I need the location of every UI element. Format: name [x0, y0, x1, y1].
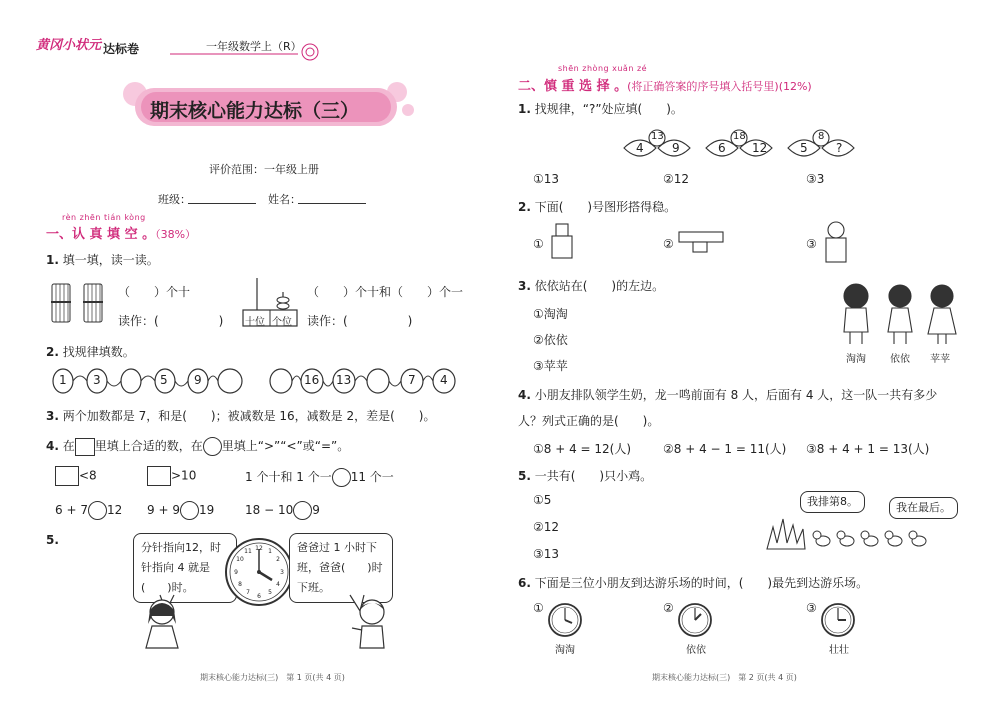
- r5-text: 一共有( )只小鸡。: [534, 469, 653, 483]
- three-kids: [838, 282, 968, 346]
- q4-r2c2-text: 9: [312, 503, 320, 517]
- seq2-a: 16: [304, 373, 320, 387]
- r6-number: 6.: [518, 576, 531, 590]
- r6-opt3[interactable]: ③: [806, 601, 817, 615]
- r1-opt1[interactable]: ①13: [533, 172, 560, 186]
- stack-shape-1: [548, 222, 578, 260]
- kid-label-3: 苹苹: [930, 354, 950, 365]
- r3-opt2[interactable]: ②依依: [533, 333, 568, 347]
- class-label: 班级：: [158, 193, 191, 206]
- q4-circle-sample: [203, 437, 222, 456]
- r4-prompt: [518, 386, 937, 403]
- eval-scope: 评价范围：一年级上册: [209, 163, 319, 176]
- r2-opt2[interactable]: ②: [663, 237, 674, 251]
- brand-logo: 黄冈小状元: [36, 38, 102, 53]
- clock-icon-1: [547, 602, 583, 638]
- q1-blank-ten[interactable]: （ ）个十: [118, 285, 191, 299]
- q4-r2c-circle[interactable]: [293, 501, 312, 520]
- seq2-c: 7: [408, 373, 416, 387]
- r2-opt3[interactable]: ③: [806, 237, 817, 251]
- header-swirl: [170, 44, 330, 64]
- kid-label-2: 依依: [890, 354, 910, 365]
- q4-r1c-circle[interactable]: [332, 468, 351, 487]
- page-title: 期末核心能力达标（三）: [150, 100, 360, 122]
- svg-text:11: 11: [244, 548, 252, 555]
- q5-number: 5.: [46, 533, 59, 547]
- svg-text:7: 7: [246, 589, 250, 596]
- name-label: 姓名：: [268, 193, 301, 206]
- grade-tag: 一年级数学上（R）: [206, 40, 302, 53]
- boy-figure: [352, 598, 392, 650]
- q4-r2a: [55, 501, 122, 520]
- r1-g3-top: 8: [818, 131, 825, 142]
- r1-g3-left: 5: [800, 141, 808, 155]
- q3-text: 两个加数都是 7，和是( )；被减数是 16，减数是 2，差是( )。: [62, 409, 436, 423]
- q4-r1b-box[interactable]: [147, 466, 171, 486]
- stack-shape-2: [677, 230, 727, 254]
- girl-figure: [142, 598, 182, 650]
- svg-text:1: 1: [268, 548, 272, 555]
- r3-opt3[interactable]: ③苹苹: [533, 359, 568, 373]
- r4-text2: 人？列式正确的是( )。: [518, 414, 660, 428]
- q4-r2b: [147, 501, 214, 520]
- r6-opt2[interactable]: ②: [663, 601, 674, 615]
- r5-bubble1: 我排第8。: [800, 491, 865, 513]
- q4-r2b2-text: 19: [198, 503, 215, 517]
- svg-text:10: 10: [236, 556, 244, 563]
- r1-number: 1.: [518, 102, 531, 116]
- q4-prompt: [46, 437, 349, 456]
- q1-blank-ten-one[interactable]: （ ）个十和（ ）个一: [307, 285, 464, 299]
- seq1-d: 9: [194, 373, 202, 387]
- r1-g2-right: 12: [752, 141, 768, 155]
- q1-prompt: [46, 251, 159, 268]
- clock-icon-2: [677, 602, 713, 638]
- q5-bubble-girl: 分针指向12，时针指向 4 就是( )时。: [133, 533, 237, 603]
- r2-opt1[interactable]: ①: [533, 237, 544, 251]
- r1-g1-left: 4: [636, 141, 644, 155]
- r2-text: 下面( )号图形搭得稳。: [534, 200, 677, 214]
- r1-g2-top: 18: [733, 131, 746, 142]
- r4-number: 4.: [518, 388, 531, 402]
- r4-opt2[interactable]: ②8 + 4 − 1 = 11(人): [663, 442, 787, 456]
- clock-icon: [224, 537, 294, 607]
- abacus-tens-label: 十位: [245, 317, 265, 328]
- sequence-chain-1: [50, 366, 250, 396]
- r4-opt1[interactable]: ①8 + 4 = 12(人): [533, 442, 632, 456]
- grass-and-chicks: [765, 513, 945, 553]
- q4-r1a-text: <8: [79, 468, 97, 483]
- r5-bubble2: 我在最后。: [889, 497, 958, 519]
- kid-label-1: 淘淘: [846, 354, 866, 365]
- q4-r1a-box[interactable]: [55, 466, 79, 486]
- svg-text:3: 3: [280, 569, 284, 576]
- svg-text:5: 5: [268, 589, 272, 596]
- seq2-d: 4: [440, 373, 448, 387]
- q4-text-b: 里填上合适的数，在: [94, 439, 203, 453]
- q1-read2[interactable]: 读作：( ): [307, 314, 413, 328]
- q4-r2c: [245, 501, 320, 520]
- q4-r2b-circle[interactable]: [180, 501, 199, 520]
- section1-title: [46, 223, 196, 242]
- stick-bundles: [50, 282, 110, 324]
- q1-read1[interactable]: 读作：( ): [118, 314, 224, 328]
- svg-text:2: 2: [276, 556, 280, 563]
- r1-g1-top: 13: [651, 131, 664, 142]
- q4-r1a: [55, 466, 97, 486]
- svg-text:6: 6: [257, 593, 261, 600]
- footer-right: 期末核心能力达标(三) 第 2 页(共 4 页): [652, 673, 797, 682]
- q4-r1b: [147, 466, 196, 486]
- q2-prompt: [46, 343, 135, 360]
- r5-number: 5.: [518, 469, 531, 483]
- r3-text: 依依站在( )的左边。: [534, 279, 665, 293]
- abacus-ones-label: 个位: [272, 317, 292, 328]
- r2-number: 2.: [518, 200, 531, 214]
- r3-prompt: [518, 277, 664, 294]
- section1-title-text: 一、认 真 填 空 。: [46, 227, 156, 242]
- section1-pinyin: rèn zhēn tián kòng: [62, 213, 146, 222]
- r5-opt2[interactable]: ②12: [533, 520, 560, 534]
- q4-r2a-text: 6 + 7: [55, 503, 88, 517]
- q4-r2c-text: 18 − 10: [245, 503, 294, 517]
- r6-name2: 依依: [686, 645, 706, 656]
- q3-number: 3.: [46, 409, 59, 423]
- q4-r2b-text: 9 + 9: [147, 503, 180, 517]
- q4-r1c-text: 1 个十和 1 个一: [245, 470, 332, 484]
- r1-g1-right: 9: [672, 141, 680, 155]
- q4-r1b-text: >10: [171, 468, 197, 483]
- r6-opt1[interactable]: ①: [533, 601, 544, 615]
- q2-number: 2.: [46, 345, 59, 359]
- section2-title: [518, 75, 812, 94]
- brand-suffix: 达标卷: [103, 42, 140, 56]
- r6-name3: 壮壮: [829, 645, 849, 656]
- q4-r1d-text: 11 个一: [350, 470, 394, 484]
- r1-opt2[interactable]: ②12: [663, 172, 690, 186]
- q4-r2a2-text: 12: [106, 503, 123, 517]
- r2-prompt: [518, 198, 676, 215]
- class-field[interactable]: [188, 203, 256, 204]
- footer-left: 期末核心能力达标(三) 第 1 页(共 4 页): [200, 673, 345, 682]
- section2-title-text: 二、慎 重 选 择 。: [518, 79, 628, 94]
- r6-name1: 淘淘: [555, 645, 575, 656]
- clock-icon-3: [820, 602, 856, 638]
- seq1-a: 1: [59, 373, 67, 387]
- q4-r2a-circle[interactable]: [88, 501, 107, 520]
- q1-number: 1.: [46, 253, 59, 267]
- q4-r1c: [245, 468, 394, 487]
- r4-opt3[interactable]: ③8 + 4 + 1 = 13(人): [806, 442, 930, 456]
- stack-shape-3: [822, 220, 850, 264]
- r5-prompt: [518, 467, 652, 484]
- r1-opt3[interactable]: ③3: [806, 172, 825, 186]
- sequence-chain-2: [268, 366, 458, 396]
- r3-number: 3.: [518, 279, 531, 293]
- seq2-b: 13: [336, 373, 352, 387]
- flower-pattern: [620, 128, 930, 168]
- q4-box-sample: [75, 438, 95, 456]
- q2-text: 找规律填数。: [62, 345, 135, 359]
- r1-prompt: [518, 100, 683, 117]
- r4-text1: 小朋友排队领学生奶，龙一鸣前面有 8 人，后面有 4 人，这一队一共有多少: [534, 388, 938, 402]
- section2-pinyin: shēn zhòng xuǎn zé: [558, 64, 648, 73]
- svg-text:8: 8: [238, 581, 242, 588]
- svg-text:12: 12: [255, 545, 263, 552]
- r5-opt1[interactable]: ①5: [533, 493, 552, 507]
- r1-g2-left: 6: [718, 141, 726, 155]
- r5-opt3[interactable]: ③13: [533, 547, 560, 561]
- q4-text-a: 在: [62, 439, 75, 453]
- r6-prompt: [518, 574, 868, 591]
- q3-prompt: [46, 407, 435, 424]
- r6-text: 下面是三位小朋友到达游乐场的时间，( )最先到达游乐场。: [534, 576, 869, 590]
- q1-text: 填一填，读一读。: [62, 253, 159, 267]
- section1-pct: （38%）: [155, 228, 197, 241]
- seq1-b: 3: [93, 373, 101, 387]
- name-field[interactable]: [298, 203, 366, 204]
- r1-g3-right: ?: [836, 141, 843, 155]
- q4-text-c: 里填上“>”“<”或“=”。: [221, 439, 350, 453]
- r1-text: 找规律，“?”处应填( )。: [534, 102, 683, 116]
- svg-text:9: 9: [234, 569, 238, 576]
- q4-number: 4.: [46, 439, 59, 453]
- section2-note: (将正确答案的序号填入括号里)(12%): [627, 80, 812, 93]
- svg-text:4: 4: [276, 581, 280, 588]
- q5-bubble-boy: 爸爸过 1 小时下班，爸爸( )时下班。: [289, 533, 393, 603]
- seq1-c: 5: [160, 373, 168, 387]
- r3-opt1[interactable]: ①淘淘: [533, 307, 568, 321]
